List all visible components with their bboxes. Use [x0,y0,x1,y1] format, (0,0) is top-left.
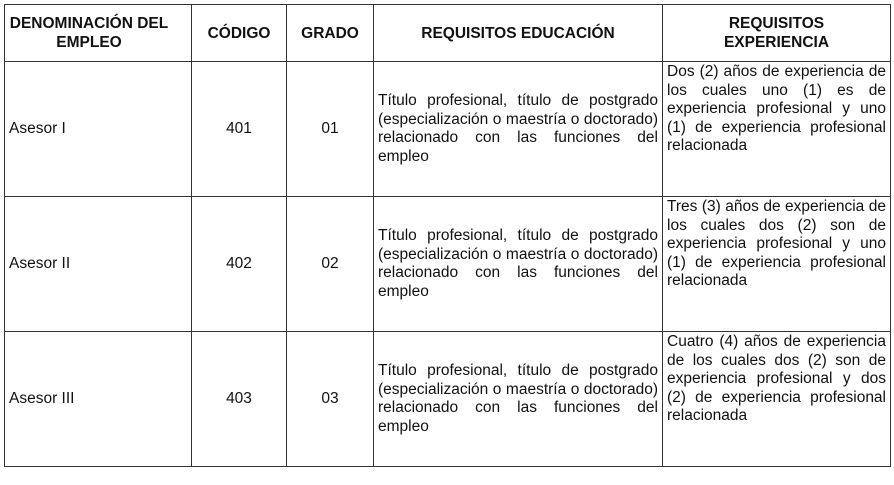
cell-grado: 03 [287,332,374,467]
table-row [5,62,891,197]
header-grado: GRADO [287,5,374,62]
cell-denominacion: Asesor I [5,62,192,197]
cell-experiencia: Cuatro (4) años de experiencia de los cuales dos (2) son de experiencia profesional y dos (2) de experiencia profesional relacionada [663,332,891,467]
header-denominacion [5,5,192,62]
cell-codigo: 403 [192,332,287,467]
cell-denominacion: Asesor III [5,332,192,467]
header-experiencia [663,5,891,62]
header-educacion: REQUISITOS EDUCACIÓN [374,5,663,62]
cell-codigo: 402 [192,197,287,332]
requirements-table-wrapper [4,4,891,467]
cell-educacion: Título profesional, título de postgrado (especialización o maestría o doctorado) relacionado con las funciones del empleo [374,62,663,197]
cell-grado: 02 [287,197,374,332]
table-row [5,332,891,467]
header-experiencia-label: REQUISITOS EXPERIENCIA [723,15,830,51]
table-row [5,197,891,332]
header-codigo: CÓDIGO [192,5,287,62]
cell-grado: 01 [287,62,374,197]
cell-codigo: 401 [192,62,287,197]
requirements-table [4,4,891,467]
cell-experiencia: Dos (2) años de experiencia de los cuales uno (1) es de experiencia profesional y uno (1) de experiencia profesional relacionada [663,62,891,197]
cell-educacion: Título profesional, título de postgrado (especialización o maestría o doctorado) relacionado con las funciones del empleo [374,332,663,467]
cell-denominacion: Asesor II [5,197,192,332]
cell-educacion: Título profesional, título de postgrado (especialización o maestría o doctorado) relacionado con las funciones del empleo [374,197,663,332]
header-row [5,5,891,62]
header-denominacion-label: DENOMINACIÓN DEL EMPLEO [9,15,169,51]
cell-experiencia: Tres (3) años de experiencia de los cuales dos (2) son de experiencia profesional y uno (1) de experiencia profesional relacionada [663,197,891,332]
